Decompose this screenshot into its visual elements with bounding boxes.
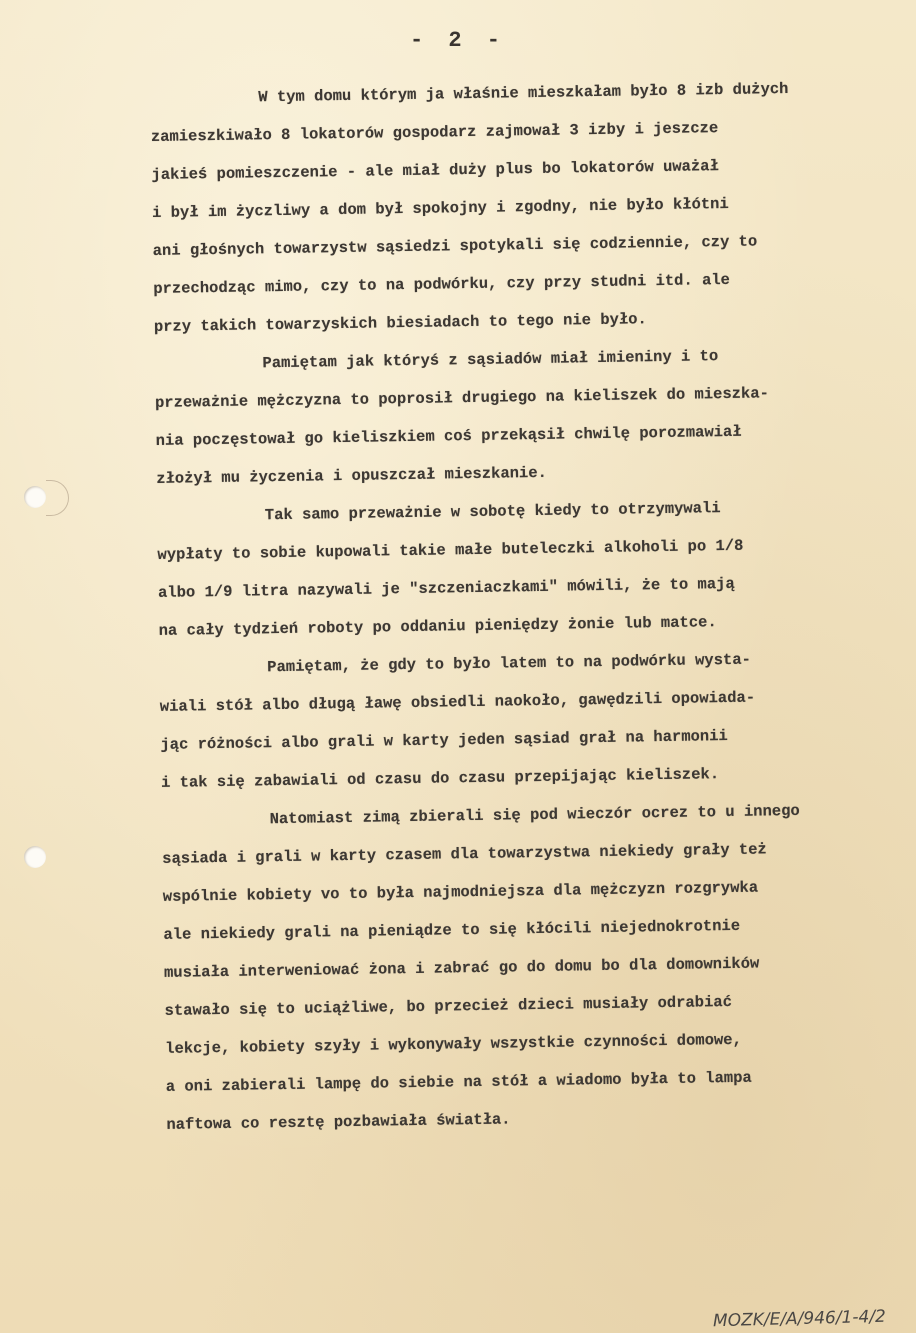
text-line: złożył mu życzenia i opuszczał mieszkanie. (156, 463, 548, 488)
text-line: wspólnie kobiety vo to była najmodniejsza dla mężczyzn rozgrywka (162, 878, 759, 906)
text-line: musiała interweniować żona i zabrać go do domu bo dla domowników (163, 954, 760, 982)
page-number: - 2 - (409, 28, 506, 53)
text-line: Tak samo przeważnie w sobotę kiedy to otrzymywali (264, 499, 721, 525)
typed-text-body (150, 68, 916, 1144)
punch-hole-bottom (24, 846, 46, 868)
text-line: na cały tydzień roboty po oddaniu pieniędzy żonie lub matce. (158, 613, 717, 640)
text-line: przy takich towarzyskich biesiadach to tego nie było. (153, 310, 647, 336)
text-line: ale niekiedy grali na pieniądze to się kłócili niejednokrotnie (163, 916, 741, 944)
text-line: stawało się to uciążliwe, bo przecież dzieci musiały odrabiać (164, 992, 733, 1020)
text-line: nia poczęstował go kieliszkiem coś przekąsił chwilę porozmawiał (155, 422, 742, 450)
text-line: lekcje, kobiety szyły i wykonywały wszystkie czynności domowe, (165, 1030, 742, 1058)
text-line: przeważnie mężczyzna to poprosił drugiego na kieliszek do mieszka- (154, 384, 770, 412)
text-line: ani głośnych towarzystw sąsiedzi spotykali się codziennie, czy to (152, 232, 758, 260)
binder-clip-mark (46, 480, 69, 516)
punch-hole-top (24, 486, 46, 508)
text-line: jąc różności albo grali w karty jeden sąsiad grał na harmonii (160, 727, 728, 754)
text-line: jakieś pomieszczenie - ale miał duży plus bo lokatorów uważał (151, 157, 719, 184)
text-line: i był im życzliwy a dom był spokojny i zgodny, nie było kłótni (151, 194, 729, 222)
text-line: przechodząc mimo, czy to na podwórku, czy przy studni itd. ale (153, 270, 731, 298)
text-line: wiali stół albo długą ławę obsiedli naokoło, gawędzili opowiada- (159, 688, 756, 716)
text-line: wypłaty to sobie kupowali takie małe buteleczki alkoholi po 1/8 (157, 536, 744, 564)
text-line: i tak się zabawiali od czasu do czasu przepijając kieliszek. (160, 765, 720, 792)
text-line: zamieszkiwało 8 lokatorów gospodarz zajmował 3 izby i jeszcze (150, 119, 719, 146)
text-line: Natomiast zimą zbierali się pod wieczór ocrez to u innego (269, 801, 800, 829)
text-line: W tym domu którym ja właśnie mieszkałam było 8 izb dużych (258, 79, 789, 107)
text-line: albo 1/9 litra nazywali je "szczeniaczkami" mówili, że to mają (157, 574, 735, 602)
text-line: naftowa co resztę pozbawiała światła. (166, 1110, 511, 1134)
text-line: sąsiada i grali w karty czasem dla towarzystwa niekiedy grały też (162, 840, 767, 868)
text-line: a oni zabierali lampę do siebie na stół a wiadomo była to lampa (165, 1068, 752, 1096)
text-line: Pamiętam, że gdy to było latem to na podwórku wysta- (267, 650, 752, 677)
archive-reference: MOZK/E/A/946/1-4/2 (712, 1306, 887, 1332)
text-line: Pamiętam jak któryś z sąsiadów miał imieniny i to (262, 347, 719, 373)
